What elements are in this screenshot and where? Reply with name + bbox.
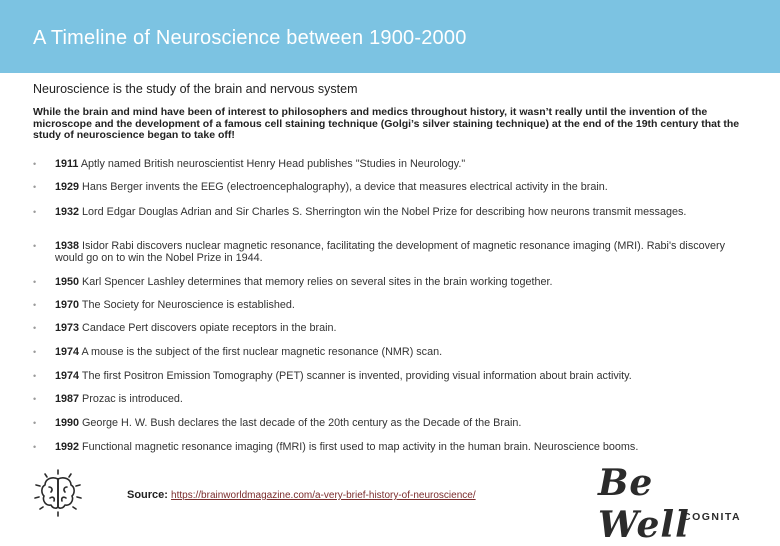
timeline-item [33, 241, 733, 264]
timeline-item [33, 347, 733, 359]
bullet: • [33, 207, 37, 217]
event-year: 1970 [55, 299, 80, 311]
event-text: The Society for Neuroscience is established. [81, 299, 295, 311]
bullet: • [33, 277, 37, 287]
bullet: • [33, 347, 37, 357]
event-text: Functional magnetic resonance imaging (fMRI) is first used to map activity in the human brain. Neuroscience booms. [82, 441, 639, 453]
source-label: Source: [127, 489, 168, 501]
event-text: Candace Pert discovers opiate receptors in the brain. [82, 322, 337, 334]
timeline-item [33, 207, 733, 219]
subtitle: Neuroscience is the study of the brain and nervous system [33, 82, 358, 96]
event-text: The first Positron Emission Tomography (PET) scanner is invented, providing visual information about brain activity. [81, 370, 632, 382]
bullet: • [33, 442, 37, 452]
page-title: A Timeline of Neuroscience between 1900-2000 [33, 27, 467, 49]
event-year: 1938 [55, 240, 80, 252]
event-year: 1990 [55, 417, 80, 429]
event-text: Karl Spencer Lashley determines that memory relies on several sites in the brain working together. [82, 276, 553, 288]
bullet: • [33, 371, 37, 381]
event-year: 1974 [55, 346, 80, 358]
event-year: 1992 [55, 441, 80, 453]
event-text: A mouse is the subject of the first nuclear magnetic resonance (NMR) scan. [81, 346, 443, 358]
timeline-item [33, 300, 733, 312]
source-citation [127, 489, 476, 501]
event-text: Hans Berger invents the EEG (electroencephalography), a device that measures electrical activity in the brain. [82, 181, 608, 193]
bullet: • [33, 394, 37, 404]
bullet: • [33, 323, 37, 333]
event-year: 1973 [55, 322, 80, 334]
bullet: • [33, 418, 37, 428]
timeline-item [33, 442, 733, 454]
bullet: • [33, 241, 37, 251]
timeline-item [33, 159, 733, 171]
bullet: • [33, 300, 37, 310]
intro-paragraph: While the brain and mind have been of interest to philosophers and medics throughout history, it wasn’t really until the invention of the microscope and the development of a famous cell staining technique (Golgi’s silver staining technique) at the end of the 19th century that the study of neuroscience began to take off! [33, 106, 740, 141]
timeline-item [33, 394, 733, 406]
logo-script-text: Be Well [598, 462, 690, 546]
timeline-item [33, 323, 733, 335]
be-well-cognita-logo [596, 462, 756, 546]
timeline-item [33, 182, 733, 194]
event-text: George H. W. Bush declares the last decade of the 20th century as the Decade of the Brain. [82, 417, 522, 429]
logo-brand-text: COGNITA [683, 511, 742, 523]
event-year: 1929 [55, 181, 80, 193]
timeline-item [33, 418, 733, 430]
brain-icon [30, 465, 86, 521]
event-year: 1974 [55, 370, 80, 382]
event-year: 1911 [55, 158, 79, 170]
timeline-item [33, 371, 733, 383]
source-link[interactable]: https://brainworldmagazine.com/a-very-brief-history-of-neuroscience/ [171, 490, 476, 501]
event-year: 1987 [55, 393, 80, 405]
event-year: 1932 [55, 206, 80, 218]
event-text: Aptly named British neuroscientist Henry Head publishes "Studies in Neurology." [80, 158, 466, 170]
event-text: Isidor Rabi discovers nuclear magnetic resonance, facilitating the development of magnetic resonance imaging (MRI). Rabi's discovery would go on to win the Nobel Prize in 1944. [55, 240, 726, 264]
timeline-item [33, 277, 733, 289]
bullet: • [33, 182, 37, 192]
bullet: • [33, 159, 37, 169]
event-text: Prozac is introduced. [82, 393, 183, 405]
event-year: 1950 [55, 276, 80, 288]
event-text: Lord Edgar Douglas Adrian and Sir Charles S. Sherrington win the Nobel Prize for describing how neurons transmit messages. [82, 206, 687, 218]
